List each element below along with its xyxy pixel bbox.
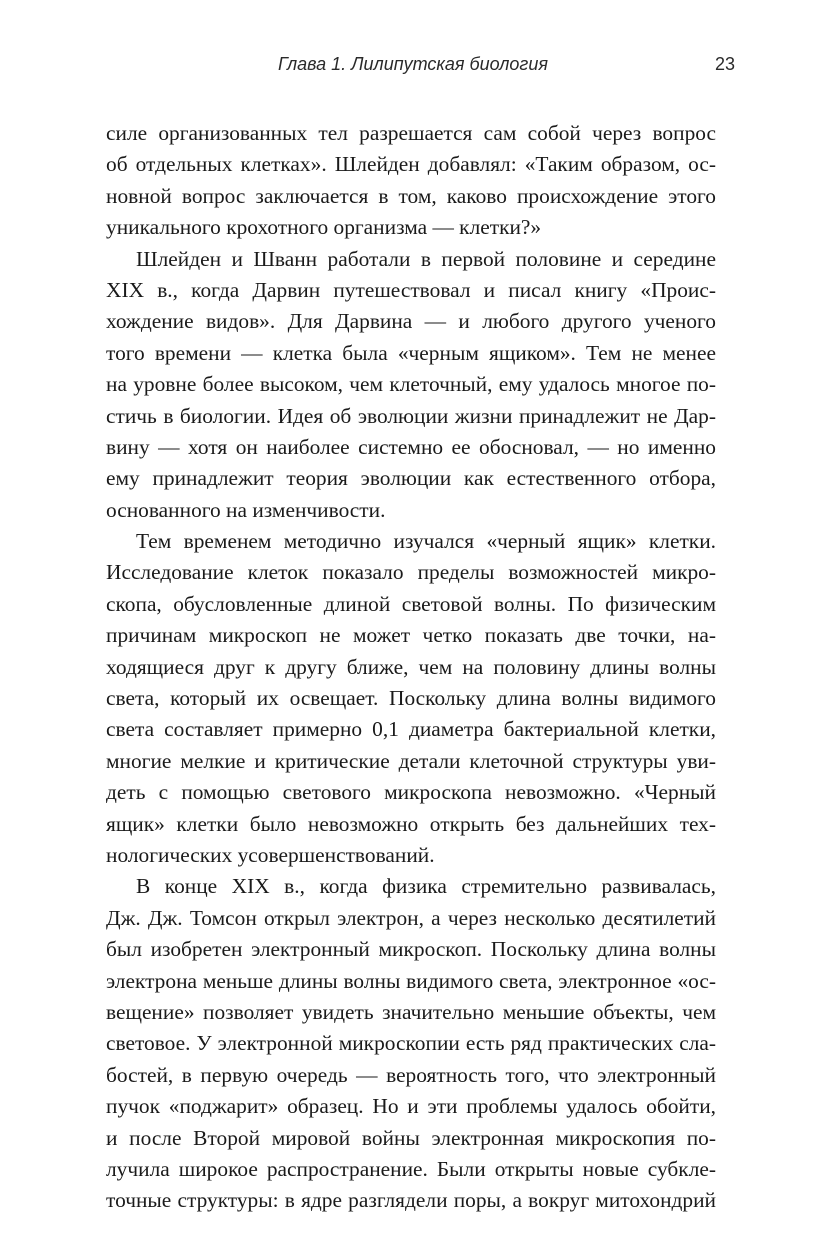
text-line: был изобретен электронный микроскоп. Поскольку длина волны: [106, 937, 716, 962]
chapter-title: Глава 1. Лилипутская биология: [278, 54, 548, 74]
text-line: XIX в., когда Дарвин путешествовал и писал книгу «Проис-: [106, 277, 716, 302]
text-line: хождение видов». Для Дарвина — и любого другого ученого: [106, 309, 716, 334]
text-line: стичь в биологии. Идея об эволюции жизни принадлежит не Дар-: [106, 403, 716, 428]
text-line: ему принадлежит теория эволюции как естественного отбора,: [106, 466, 716, 491]
text-line: вину — хотя он наиболее системно ее обосновал, — но именно: [106, 434, 716, 459]
page-number: 23: [714, 54, 735, 74]
text-line: основанного на изменчивости.: [106, 497, 386, 522]
text-line: многие мелкие и критические детали клеточной структуры уви-: [106, 748, 716, 773]
text-line: точные структуры: в ядре разглядели поры, а вокруг митохондрий: [106, 1188, 716, 1213]
body-text: [106, 118, 716, 1217]
text-line: новной вопрос заключается в том, каково происхождение этого: [106, 183, 716, 208]
text-line: нологических усовершенствований.: [106, 842, 435, 867]
text-line: ходящиеся друг к другу ближе, чем на половину длины волны: [106, 654, 716, 679]
text-line: уникального крохотного организма — клетки?»: [106, 215, 542, 240]
text-line: света составляет примерно 0,1 диаметра бактериальной клетки,: [106, 717, 716, 742]
paragraph-start-line: Тем временем методично изучался «черный ящик» клетки.: [136, 529, 716, 554]
text-line: бостей, в первую очередь — вероятность того, что электронный: [106, 1062, 716, 1087]
text-line: об отдельных клетках». Шлейден добавлял: «Таким образом, ос-: [106, 152, 716, 177]
text-line: и после Второй мировой войны электронная микроскопия по-: [106, 1125, 716, 1150]
paragraph-start-line: В конце XIX в., когда физика стремительно развивалась,: [136, 874, 716, 899]
text-line: пучок «поджарит» образец. Но и эти проблемы удалось обойти,: [106, 1094, 716, 1119]
text-line: причинам микроскоп не может четко показать две точки, на-: [106, 623, 716, 648]
text-line: ящик» клетки было невозможно открыть без дальнейших тех-: [106, 811, 716, 836]
text-line: световое. У электронной микроскопии есть ряд практических сла-: [106, 1031, 716, 1056]
text-line: того времени — клетка была «черным ящиком». Тем не менее: [106, 340, 716, 365]
text-line: деть с помощью светового микроскопа невозможно. «Черный: [106, 780, 716, 805]
text-line: электрона меньше длины волны видимого света, электронное «ос-: [106, 968, 716, 993]
text-line: Дж. Дж. Томсон открыл электрон, а через несколько десятилетий: [106, 905, 716, 930]
text-line: скопа, обусловленные длиной световой волны. По физическим: [106, 591, 716, 616]
text-line: Исследование клеток показало пределы возможностей микро-: [106, 560, 716, 585]
text-line: на уровне более высоком, чем клеточный, ему удалось многое по-: [106, 372, 716, 397]
text-line: силе организованных тел разрешается сам собой через вопрос: [106, 121, 716, 145]
running-head: [106, 54, 739, 78]
paragraph-start-line: Шлейден и Шванн работали в первой половине и середине: [136, 246, 716, 271]
text-line: лучила широкое распространение. Были открыты новые субкле-: [106, 1156, 716, 1181]
text-line: вещение» позволяет увидеть значительно меньшие объекты, чем: [106, 999, 716, 1024]
text-line: света, который их освещает. Поскольку длина волны видимого: [106, 686, 716, 711]
